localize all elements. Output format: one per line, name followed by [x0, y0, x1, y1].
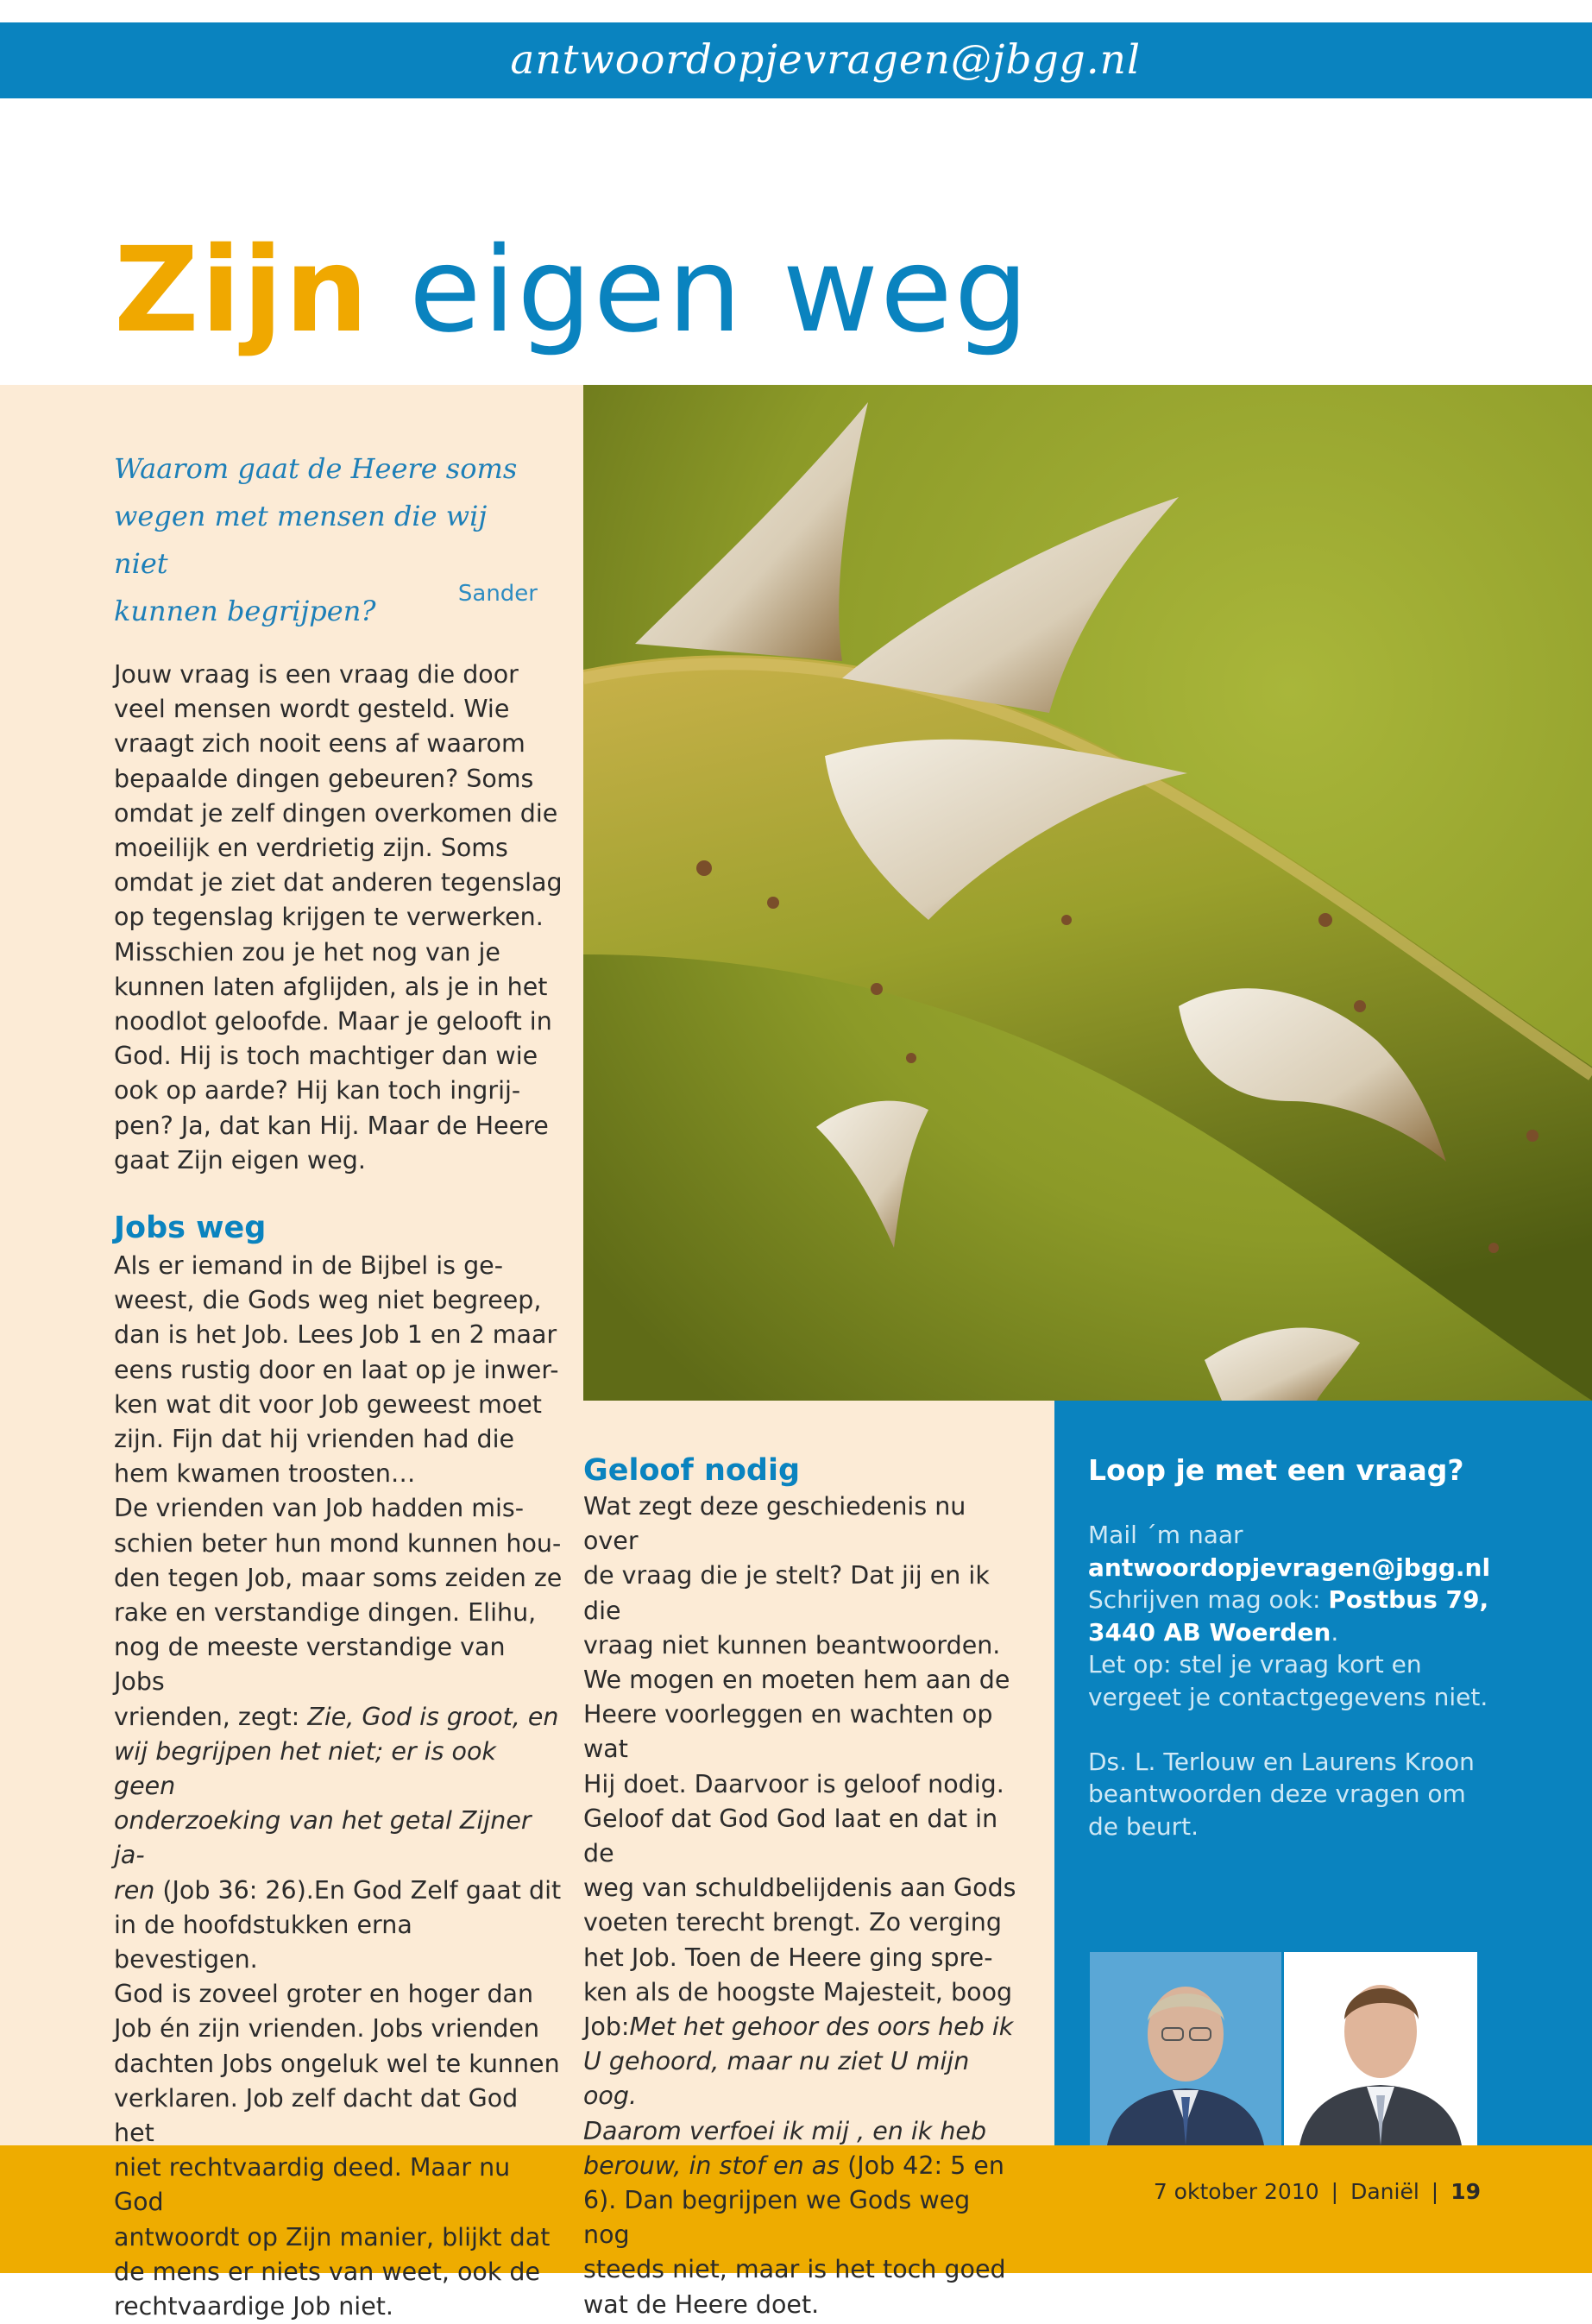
- text-line: God. Hij is toch machtiger dan wie: [114, 1042, 538, 1071]
- text-line: [114, 1874, 563, 1908]
- sidebar-spacer: [1088, 1713, 1571, 1746]
- question-line: wegen met mensen die wij niet: [114, 500, 488, 580]
- question-line: Waarom gaat de Heere soms: [114, 452, 518, 485]
- footer-page-number: 19: [1450, 2179, 1481, 2204]
- text-line: kunnen laten afglijden, als je in het: [114, 972, 548, 1001]
- bible-quote: wij begrijpen het niet; er is ook geen: [114, 1736, 496, 1801]
- sidebar-heading: Loop je met een vraag?: [1088, 1453, 1464, 1487]
- title-part-1: Zijn: [114, 223, 370, 359]
- bible-quote: onderzoeking van het getal Zijner ja-: [114, 1806, 532, 1870]
- text-line: ken als de hoogste Majesteit, boog: [583, 1977, 1013, 2006]
- thorn-stem-photo: [583, 385, 1592, 1401]
- text-line: God is zoveel groter en hoger dan: [114, 1980, 534, 2009]
- text-line: We mogen en moeten hem aan de: [583, 1666, 1010, 1695]
- sidebar-authors: de beurt.: [1088, 1811, 1199, 1841]
- text-line: gaat Zijn eigen weg.: [114, 1145, 366, 1175]
- page-footer: [0, 2175, 1481, 2209]
- text-line: rake en verstandige dingen. Elihu,: [114, 1598, 537, 1628]
- text-line: [583, 2044, 1023, 2113]
- bible-quote: Daarom verfoei ik mij , en ik heb: [583, 2116, 987, 2145]
- sidebar-mail-intro: Mail ´m naar: [1088, 1521, 1243, 1549]
- footer-date: 7 oktober 2010: [1153, 2179, 1319, 2204]
- bible-quote: ren: [114, 1875, 155, 1905]
- text-span: (Job 42: 5 en: [840, 2151, 1004, 2180]
- text-line: Misschien zou je het nog van je: [114, 937, 500, 967]
- text-span: Job:: [583, 2012, 630, 2042]
- text-line: De vrienden van Job hadden mis-: [114, 1494, 525, 1523]
- text-line: ken wat dit voor Job geweest moet: [114, 1389, 542, 1419]
- text-line: Jouw vraag is een vraag die door: [114, 660, 519, 689]
- text-line: [114, 1700, 563, 1735]
- sidebar-email-link[interactable]: antwoordopjevragen@jbgg.nl: [1088, 1552, 1491, 1582]
- text-line: steeds niet, maar is het toch goed: [583, 2255, 1006, 2284]
- text-line: niet rechtvaardig deed. Maar nu God: [114, 2153, 511, 2217]
- text-line: voeten terecht brengt. Zo verging: [583, 1908, 1002, 1937]
- bible-quote: Met het gehoor des oors heb ik: [629, 2012, 1014, 2042]
- text-line: dachten Jobs ongeluk wel te kunnen: [114, 2049, 560, 2078]
- text-line: verklaren. Job zelf dacht dat God het: [114, 2083, 519, 2148]
- footer-magazine: Daniël: [1350, 2179, 1419, 2204]
- text-line: Geloof dat God God laat en dat in de: [583, 1804, 998, 1868]
- text-line: Als er iemand in de Bijbel is ge-: [114, 1251, 503, 1280]
- text-line: het Job. Toen de Heere ging spre-: [583, 1943, 993, 1972]
- footer-separator: |: [1331, 2179, 1339, 2204]
- sidebar-contact-info: [1088, 1519, 1571, 1842]
- section-heading-geloof-nodig: Geloof nodig: [583, 1453, 801, 1488]
- page-title: [114, 223, 1031, 359]
- text-line: antwoordt op Zijn manier, blijkt dat: [114, 2222, 551, 2252]
- sidebar-authors: beantwoorden deze vragen om: [1088, 1779, 1466, 1808]
- sidebar-write-text: Schrijven mag ook:: [1088, 1585, 1329, 1614]
- intro-paragraph: [114, 658, 563, 1178]
- text-line: moeilijk en verdrietig zijn. Soms: [114, 834, 508, 863]
- text-line: in de hoofdstukken erna bevestigen.: [114, 1910, 412, 1974]
- title-part-2: eigen weg: [369, 223, 1031, 359]
- text-line: Heere voorleggen en wachten op wat: [583, 1700, 993, 1764]
- bible-quote: berouw, in stof en as: [583, 2151, 840, 2180]
- text-line: [114, 1735, 563, 1804]
- sidebar-address-line: [1088, 1616, 1571, 1649]
- text-line: pen? Ja, dat kan Hij. Maar de Heere: [114, 1111, 549, 1140]
- text-line: de mens er niets van weet, ook de: [114, 2257, 541, 2286]
- text-line: vraagt zich nooit eens af waarom: [114, 729, 525, 759]
- text-line: noodlot geloofde. Maar je gelooft in: [114, 1007, 552, 1036]
- sidebar-address-end: .: [1331, 1617, 1339, 1647]
- text-span: vrienden, zegt:: [114, 1702, 308, 1731]
- text-line: omdat je zelf dingen overkomen die: [114, 798, 558, 828]
- question-line: kunnen begrijpen?: [114, 595, 376, 627]
- text-line: zijn. Fijn dat hij vrienden had die: [114, 1425, 515, 1454]
- text-line: weest, die Gods weg niet begreep,: [114, 1286, 542, 1315]
- text-line: eens rustig door en laat op je inwer-: [114, 1355, 559, 1384]
- text-line: schien beter hun mond kunnen hou-: [114, 1528, 562, 1558]
- text-line: weg van schuldbelijdenis aan Gods: [583, 1874, 1016, 1903]
- text-line: veel mensen wordt gesteld. Wie: [114, 695, 510, 724]
- text-line: wat de Heere doet.: [583, 2289, 820, 2319]
- text-line: omdat je ziet dat anderen tegenslag: [114, 868, 563, 897]
- bible-quote: U gehoord, maar nu ziet U mijn oog.: [583, 2047, 970, 2111]
- sidebar-address-1: Postbus 79,: [1328, 1585, 1489, 1614]
- sidebar-note: vergeet je contactgegevens niet.: [1088, 1682, 1488, 1711]
- text-line: vraag niet kunnen beantwoorden.: [583, 1630, 1001, 1660]
- text-line: ook op aarde? Hij kan toch ingrij-: [114, 1076, 521, 1105]
- jobs-weg-paragraph: [114, 1249, 563, 2324]
- text-line: [114, 1804, 563, 1873]
- bible-quote: Zie, God is groot, en: [307, 1702, 559, 1731]
- author-photo-kroon: [1284, 1952, 1477, 2145]
- sidebar-address-line: [1088, 1584, 1571, 1616]
- text-line: rechtvaardige Job niet.: [114, 2292, 393, 2321]
- header-email[interactable]: antwoordopjevragen@jbgg.nl: [510, 36, 1141, 84]
- sidebar-note: Let op: stel je vraag kort en: [1088, 1650, 1422, 1678]
- text-line: den tegen Job, maar soms zeiden ze: [114, 1563, 563, 1592]
- section-heading-jobs-weg: Jobs weg: [114, 1211, 267, 1245]
- header-band: [0, 22, 1592, 98]
- text-line: bepaalde dingen gebeuren? Soms: [114, 764, 534, 793]
- text-line: Job én zijn vrienden. Jobs vrienden: [114, 2014, 540, 2044]
- text-line: [583, 2010, 1023, 2044]
- text-span: (Job 36: 26).En God Zelf gaat dit: [154, 1875, 562, 1905]
- text-line: hem kwamen troosten…: [114, 1459, 416, 1489]
- text-line: Hij doet. Daarvoor is geloof nodig.: [583, 1769, 1004, 1798]
- question-asker: Sander: [457, 581, 538, 607]
- author-photo-terlouw: [1090, 1952, 1281, 2145]
- footer-separator: |: [1431, 2179, 1439, 2204]
- text-line: nog de meeste verstandige van Jobs: [114, 1633, 506, 1697]
- sidebar-address-2: 3440 AB Woerden: [1088, 1617, 1331, 1647]
- text-line: dan is het Job. Lees Job 1 en 2 maar: [114, 1320, 557, 1350]
- text-line: op tegenslag krijgen te verwerken.: [114, 903, 544, 932]
- text-line: [583, 2114, 1023, 2149]
- text-line: 6). Dan begrijpen we Gods weg nog: [583, 2186, 971, 2250]
- text-line: Wat zegt deze geschiedenis nu over: [583, 1492, 966, 1556]
- text-line: de vraag die je stelt? Dat jij en ik die: [583, 1561, 990, 1625]
- sidebar-authors: Ds. L. Terlouw en Laurens Kroon: [1088, 1747, 1475, 1776]
